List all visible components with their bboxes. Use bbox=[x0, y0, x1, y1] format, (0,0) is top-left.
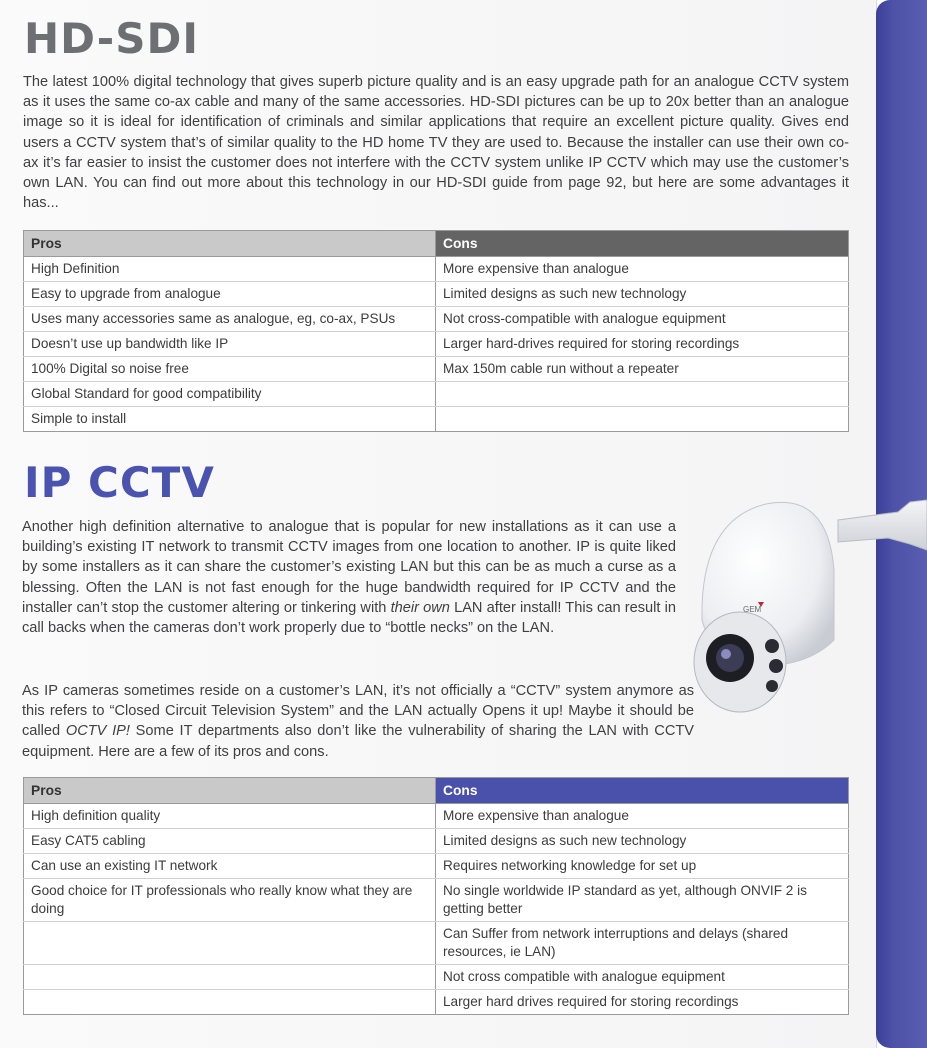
camera-brand-label: GEM bbox=[743, 605, 762, 614]
table-row bbox=[24, 382, 849, 407]
con-cell: Requires networking knowledge for set up bbox=[436, 854, 849, 879]
con-cell: Limited designs as such new technology bbox=[436, 829, 849, 854]
ipcctv-p2-text-b: Some IT departments also don’t like the vulnerability of sharing the LAN with CCTV equipment. Here are a few of its pros and cons. bbox=[22, 723, 695, 760]
pro-cell bbox=[24, 990, 436, 1015]
table-row bbox=[24, 829, 849, 854]
pros-header: Pros bbox=[24, 231, 436, 257]
con-cell bbox=[436, 407, 849, 432]
table-row bbox=[24, 257, 849, 282]
table-row bbox=[24, 965, 849, 990]
con-cell: Can Suffer from network interruptions and delays (shared resources, ie LAN) bbox=[436, 922, 849, 965]
pro-cell bbox=[24, 922, 436, 965]
pro-cell: Easy CAT5 cabling bbox=[24, 829, 436, 854]
pro-cell: 100% Digital so noise free bbox=[24, 357, 436, 382]
pro-cell: Global Standard for good compatibility bbox=[24, 382, 436, 407]
table-row bbox=[24, 990, 849, 1015]
camera-lens-housing bbox=[694, 612, 786, 712]
hdsdi-intro-paragraph: The latest 100% digital technology that gives superb picture quality and is an easy upgrade path for an analogue CCTV system as it uses the same co-ax cable and many of the same accessories. HD-SDI pictures can be up to 20x better than an analogue image so it is ideal for identification of criminals and similar applications that require an excellent picture quality. Gives end users a CCTV system that’s of similar quality to the HD home TV they are used to. Because the installer can use their own co-ax it’s far easier to insist the customer does not interfere with the CCTV system unlike IP CCTV which may use the customer’s own LAN. You can find out more about this technology in our HD-SDI guide from page 92, but here are some advantages it has... bbox=[23, 74, 849, 212]
ipcctv-p1-text-b: LAN after install! This can result in call backs when the cameras don’t work properly due to “bottle necks” on the LAN. bbox=[22, 599, 676, 637]
table-row bbox=[24, 332, 849, 357]
con-cell: Larger hard drives required for storing recordings bbox=[436, 990, 849, 1015]
camera-bracket bbox=[838, 500, 927, 550]
ipcctv-p2-text-a: As IP cameras sometimes reside on a customer’s LAN, it’s not officially a “CCTV” system anymore as this refers to “Closed Circuit Television System” and the LAN actually Opens it up! Maybe it should be called bbox=[22, 683, 694, 740]
con-cell: More expensive than analogue bbox=[436, 257, 849, 282]
con-cell: Max 150m cable run without a repeater bbox=[436, 357, 849, 382]
con-cell: More expensive than analogue bbox=[436, 804, 849, 829]
table-row bbox=[24, 407, 849, 432]
ipcctv-heading: IP CCTV bbox=[24, 458, 215, 507]
pro-cell bbox=[24, 965, 436, 990]
table-row bbox=[24, 804, 849, 829]
table-row bbox=[24, 922, 849, 965]
ptz-dome-camera-image bbox=[688, 490, 927, 720]
cons-header: Cons bbox=[436, 231, 849, 257]
con-cell: Larger hard-drives required for storing recordings bbox=[436, 332, 849, 357]
table-row bbox=[24, 282, 849, 307]
table-row bbox=[24, 357, 849, 382]
con-cell: No single worldwide IP standard as yet, although ONVIF 2 is getting better bbox=[436, 879, 849, 922]
pro-cell: Good choice for IT professionals who really know what they are doing bbox=[24, 879, 436, 922]
pro-cell: High Definition bbox=[24, 257, 436, 282]
pro-cell: Doesn’t use up bandwidth like IP bbox=[24, 332, 436, 357]
pro-cell: Can use an existing IT network bbox=[24, 854, 436, 879]
table-row bbox=[24, 307, 849, 332]
ipcctv-p2-italic: OCTV IP! bbox=[65, 723, 130, 740]
con-cell: Not cross compatible with analogue equipment bbox=[436, 965, 849, 990]
hdsdi-pros-cons-table bbox=[23, 230, 849, 432]
pro-cell: Simple to install bbox=[24, 407, 436, 432]
table-row bbox=[24, 879, 849, 922]
pros-header: Pros bbox=[24, 778, 436, 804]
ipcctv-p1-text-a: Another high definition alternative to analogue that is popular for new installations as it can use a building’s existing IT network to transmit CCTV images from one location to another. IP is quite liked by some installers as it can share the customer’s existing LAN but this can be as much a curse as a blessing. Often the LAN is not fast enough for the huge bandwidth required for IP CCTV and the installer can’t stop the customer altering or tinkering with bbox=[22, 519, 676, 616]
pro-cell: Easy to upgrade from analogue bbox=[24, 282, 436, 307]
cons-header: Cons bbox=[436, 778, 849, 804]
ipcctv-paragraph-1 bbox=[22, 517, 676, 638]
pro-cell: Uses many accessories same as analogue, eg, co-ax, PSUs bbox=[24, 307, 436, 332]
con-cell bbox=[436, 382, 849, 407]
table-row bbox=[24, 854, 849, 879]
ipcctv-pros-cons-table bbox=[23, 777, 849, 1015]
con-cell: Not cross-compatible with analogue equipment bbox=[436, 307, 849, 332]
pro-cell: High definition quality bbox=[24, 804, 436, 829]
ipcctv-paragraph-2 bbox=[22, 681, 694, 762]
hdsdi-heading: HD-SDI bbox=[24, 14, 199, 63]
con-cell: Limited designs as such new technology bbox=[436, 282, 849, 307]
ipcctv-p1-italic: their own bbox=[390, 599, 450, 616]
